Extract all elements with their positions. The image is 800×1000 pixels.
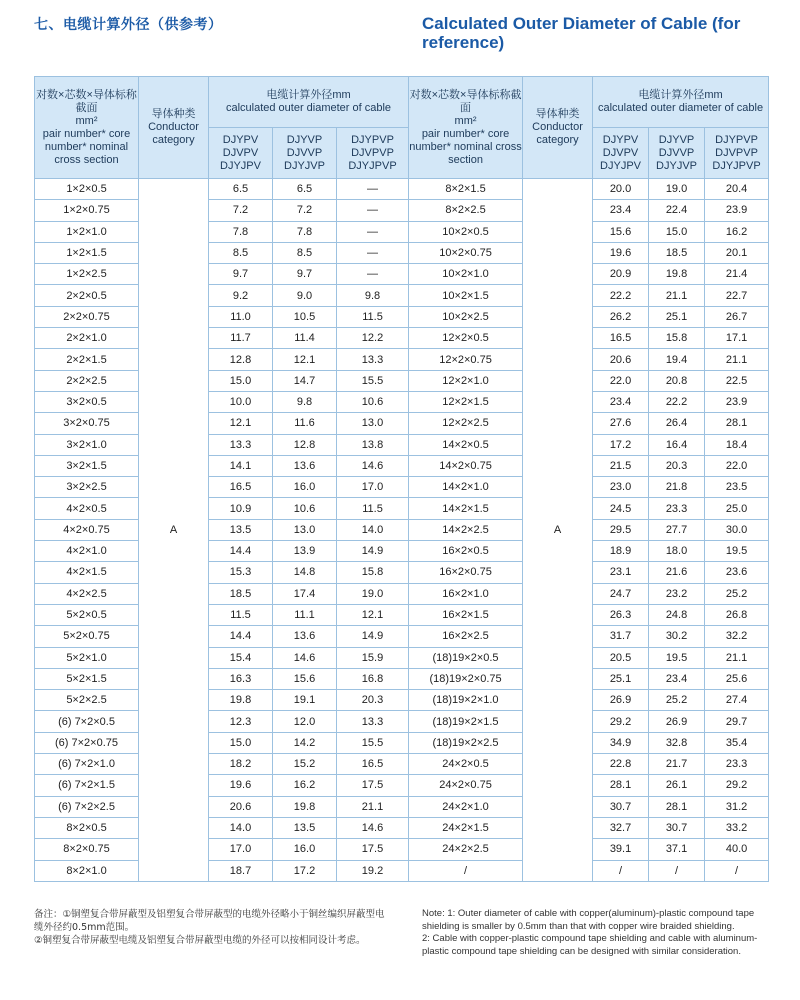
diameter-cell: 19.8 (649, 264, 705, 285)
diameter-cell: 17.5 (337, 839, 409, 860)
diameter-cell: 12.3 (209, 711, 273, 732)
diameter-cell: 18.5 (649, 242, 705, 263)
spec-cell: (18)19×2×1.0 (409, 690, 523, 711)
diameter-cell: 28.1 (649, 796, 705, 817)
diameter-cell: 14.6 (337, 455, 409, 476)
spec-cell: 10×2×2.5 (409, 306, 523, 327)
diameter-cell: 15.9 (337, 647, 409, 668)
header-model-3: DJYPVP DJVPVP DJYJPVP (337, 128, 409, 179)
spec-cell: 5×2×0.75 (35, 626, 139, 647)
diameter-cell: 13.3 (209, 434, 273, 455)
header-diameter-right: 电缆计算外径mm calculated outer diameter of cable (593, 77, 769, 128)
diameter-cell: 16.8 (337, 668, 409, 689)
conductor-category-cell: A (139, 179, 209, 882)
diameter-cell: 16.5 (209, 477, 273, 498)
spec-cell: 16×2×0.75 (409, 562, 523, 583)
diameter-cell: / (705, 860, 769, 881)
diameter-cell: — (337, 242, 409, 263)
diameter-cell: 12.0 (273, 711, 337, 732)
diameter-cell: 33.2 (705, 817, 769, 838)
diameter-cell: 29.5 (593, 519, 649, 540)
diameter-cell: 25.2 (649, 690, 705, 711)
diameter-table (34, 76, 769, 882)
diameter-cell: 23.6 (705, 562, 769, 583)
diameter-cell: 10.6 (337, 391, 409, 412)
diameter-cell: 18.2 (209, 754, 273, 775)
diameter-cell: 8.5 (273, 242, 337, 263)
diameter-cell: 35.4 (705, 732, 769, 753)
spec-cell: (18)19×2×0.5 (409, 647, 523, 668)
diameter-cell: 14.6 (273, 647, 337, 668)
diameter-cell: 25.1 (649, 306, 705, 327)
diameter-cell: 14.2 (273, 732, 337, 753)
diameter-cell: 21.1 (705, 647, 769, 668)
diameter-cell: 20.5 (593, 647, 649, 668)
diameter-cell: 13.3 (337, 711, 409, 732)
diameter-cell: 15.0 (209, 732, 273, 753)
diameter-cell: / (649, 860, 705, 881)
page-title-cn: 七、电缆计算外径（供参考） (34, 17, 223, 33)
diameter-cell: 20.6 (209, 796, 273, 817)
diameter-cell: 19.5 (649, 647, 705, 668)
diameter-cell: 30.7 (649, 817, 705, 838)
diameter-cell: 21.6 (649, 562, 705, 583)
spec-cell: 14×2×2.5 (409, 519, 523, 540)
diameter-cell: 16.5 (337, 754, 409, 775)
diameter-cell: 20.3 (337, 690, 409, 711)
spec-cell: 4×2×0.5 (35, 498, 139, 519)
diameter-cell: 26.9 (593, 690, 649, 711)
diameter-cell: 13.8 (337, 434, 409, 455)
header-model-2-right: DJYVP DJVVP DJYJVP (649, 128, 705, 179)
diameter-cell: 24.7 (593, 583, 649, 604)
diameter-cell: 19.6 (209, 775, 273, 796)
spec-cell: 4×2×2.5 (35, 583, 139, 604)
diameter-cell: 20.0 (593, 179, 649, 200)
diameter-cell: 7.2 (273, 200, 337, 221)
diameter-cell: 19.8 (209, 690, 273, 711)
diameter-cell: 25.2 (705, 583, 769, 604)
diameter-cell: 27.6 (593, 413, 649, 434)
spec-cell: 16×2×2.5 (409, 626, 523, 647)
header-model-2: DJYVP DJVVP DJYJVP (273, 128, 337, 179)
diameter-cell: 18.4 (705, 434, 769, 455)
diameter-cell: 11.5 (337, 498, 409, 519)
diameter-cell: 21.1 (337, 796, 409, 817)
spec-cell: 12×2×1.0 (409, 370, 523, 391)
diameter-cell: 26.9 (649, 711, 705, 732)
diameter-cell: 6.5 (273, 179, 337, 200)
diameter-cell: 7.8 (209, 221, 273, 242)
diameter-cell: 26.4 (649, 413, 705, 434)
diameter-cell: 12.1 (337, 604, 409, 625)
diameter-cell: 22.4 (649, 200, 705, 221)
spec-cell: 14×2×1.0 (409, 477, 523, 498)
diameter-cell: 13.9 (273, 541, 337, 562)
diameter-cell: 12.8 (209, 349, 273, 370)
diameter-cell: 23.4 (593, 391, 649, 412)
diameter-cell: 26.1 (649, 775, 705, 796)
spec-cell: 4×2×1.5 (35, 562, 139, 583)
diameter-cell: 9.0 (273, 285, 337, 306)
spec-cell: 12×2×0.75 (409, 349, 523, 370)
diameter-cell: 14.9 (337, 541, 409, 562)
diameter-cell: 28.1 (593, 775, 649, 796)
spec-cell: / (409, 860, 523, 881)
diameter-cell: 18.9 (593, 541, 649, 562)
diameter-cell: 31.7 (593, 626, 649, 647)
diameter-cell: 18.7 (209, 860, 273, 881)
diameter-cell: — (337, 221, 409, 242)
header-spec-left: 对数×芯数×导体标称截面 mm² pair number* core number* nominal cross section (35, 77, 139, 179)
note-cn-2: ②铜塑复合带屏蔽型电缆及铝塑复合带屏蔽型电缆的外径可以按相同设计考虑。 (34, 935, 366, 946)
diameter-cell: 13.5 (273, 817, 337, 838)
spec-cell: 5×2×1.0 (35, 647, 139, 668)
diameter-cell: 34.9 (593, 732, 649, 753)
spec-cell: 1×2×2.5 (35, 264, 139, 285)
diameter-cell: 11.5 (337, 306, 409, 327)
diameter-cell: 37.1 (649, 839, 705, 860)
diameter-cell: 15.5 (337, 732, 409, 753)
diameter-cell: 17.2 (273, 860, 337, 881)
spec-cell: 2×2×1.5 (35, 349, 139, 370)
header-conductor-right: 导体种类 Conductor category (523, 77, 593, 179)
diameter-cell: 15.6 (593, 221, 649, 242)
diameter-cell: 16.3 (209, 668, 273, 689)
diameter-cell: 30.7 (593, 796, 649, 817)
diameter-cell: 27.4 (705, 690, 769, 711)
conductor-category-cell: A (523, 179, 593, 882)
diameter-cell: 19.0 (337, 583, 409, 604)
diameter-cell: 19.2 (337, 860, 409, 881)
diameter-cell: — (337, 200, 409, 221)
spec-cell: 5×2×0.5 (35, 604, 139, 625)
diameter-cell: 22.0 (593, 370, 649, 391)
spec-cell: 14×2×1.5 (409, 498, 523, 519)
diameter-cell: 19.5 (705, 541, 769, 562)
table-row (35, 179, 769, 200)
diameter-cell: 26.7 (705, 306, 769, 327)
diameter-cell: 15.6 (273, 668, 337, 689)
spec-cell: 14×2×0.5 (409, 434, 523, 455)
diameter-cell: 32.2 (705, 626, 769, 647)
spec-cell: 2×2×0.75 (35, 306, 139, 327)
diameter-cell: 22.5 (705, 370, 769, 391)
spec-cell: 10×2×0.75 (409, 242, 523, 263)
note-cn-1: 备注：①铜塑复合带屏蔽型及铝塑复合带屏蔽型的电缆外径略小于铜丝编织屏蔽型电缆外径约0.5mm范围。 (34, 909, 385, 933)
diameter-cell: 11.7 (209, 328, 273, 349)
diameter-cell: 16.0 (273, 839, 337, 860)
diameter-cell: 11.6 (273, 413, 337, 434)
spec-cell: (18)19×2×0.75 (409, 668, 523, 689)
diameter-cell: 27.7 (649, 519, 705, 540)
diameter-cell: 17.1 (705, 328, 769, 349)
diameter-cell: 23.0 (593, 477, 649, 498)
diameter-cell: 11.4 (273, 328, 337, 349)
diameter-cell: 15.3 (209, 562, 273, 583)
spec-cell: 10×2×1.5 (409, 285, 523, 306)
spec-cell: 3×2×1.5 (35, 455, 139, 476)
diameter-cell: 17.0 (337, 477, 409, 498)
header-model-1-right: DJYPV DJVPV DJYJPV (593, 128, 649, 179)
diameter-cell: 20.8 (649, 370, 705, 391)
diameter-cell: 32.8 (649, 732, 705, 753)
diameter-cell: 10.9 (209, 498, 273, 519)
diameter-cell: 25.6 (705, 668, 769, 689)
spec-cell: 2×2×0.5 (35, 285, 139, 306)
diameter-cell: 10.0 (209, 391, 273, 412)
spec-cell: 4×2×1.0 (35, 541, 139, 562)
diameter-cell: 18.5 (209, 583, 273, 604)
spec-cell: 14×2×0.75 (409, 455, 523, 476)
diameter-cell: 23.5 (705, 477, 769, 498)
diameter-cell: 23.4 (649, 668, 705, 689)
spec-cell: 4×2×0.75 (35, 519, 139, 540)
diameter-cell: 12.1 (273, 349, 337, 370)
diameter-cell: 23.9 (705, 391, 769, 412)
diameter-cell: 12.8 (273, 434, 337, 455)
diameter-cell: 16.2 (705, 221, 769, 242)
spec-cell: (6) 7×2×1.5 (35, 775, 139, 796)
diameter-cell: 11.5 (209, 604, 273, 625)
diameter-cell: 6.5 (209, 179, 273, 200)
diameter-cell: 9.7 (209, 264, 273, 285)
diameter-cell: 26.2 (593, 306, 649, 327)
diameter-cell: 22.7 (705, 285, 769, 306)
spec-cell: 8×2×0.5 (35, 817, 139, 838)
diameter-cell: 13.5 (209, 519, 273, 540)
diameter-cell: 10.5 (273, 306, 337, 327)
diameter-cell: 29.2 (705, 775, 769, 796)
spec-cell: 24×2×1.0 (409, 796, 523, 817)
diameter-cell: 21.8 (649, 477, 705, 498)
diameter-cell: 17.2 (593, 434, 649, 455)
diameter-cell: 18.0 (649, 541, 705, 562)
diameter-cell: 14.6 (337, 817, 409, 838)
diameter-cell: 22.2 (649, 391, 705, 412)
diameter-cell: 9.2 (209, 285, 273, 306)
diameter-cell: 7.8 (273, 221, 337, 242)
spec-cell: 1×2×0.5 (35, 179, 139, 200)
diameter-cell: 25.1 (593, 668, 649, 689)
spec-cell: (6) 7×2×2.5 (35, 796, 139, 817)
spec-cell: 8×2×2.5 (409, 200, 523, 221)
spec-cell: 24×2×0.75 (409, 775, 523, 796)
spec-cell: 5×2×1.5 (35, 668, 139, 689)
diameter-cell: 14.0 (209, 817, 273, 838)
diameter-cell: 15.8 (649, 328, 705, 349)
diameter-cell: 19.0 (649, 179, 705, 200)
diameter-cell: 16.0 (273, 477, 337, 498)
header-model-1: DJYPV DJVPV DJYJPV (209, 128, 273, 179)
diameter-cell: 19.1 (273, 690, 337, 711)
diameter-cell: 14.4 (209, 541, 273, 562)
diameter-cell: 26.8 (705, 604, 769, 625)
diameter-cell: 30.0 (705, 519, 769, 540)
diameter-cell: 19.6 (593, 242, 649, 263)
diameter-cell: 19.8 (273, 796, 337, 817)
spec-cell: 8×2×0.75 (35, 839, 139, 860)
diameter-cell: 22.8 (593, 754, 649, 775)
diameter-cell: 20.9 (593, 264, 649, 285)
diameter-cell: 14.0 (337, 519, 409, 540)
spec-cell: 10×2×1.0 (409, 264, 523, 285)
header-diameter-left: 电缆计算外径mm calculated outer diameter of cable (209, 77, 409, 128)
diameter-cell: 21.4 (705, 264, 769, 285)
diameter-cell: 15.4 (209, 647, 273, 668)
header-spec-right: 对数×芯数×导体标称截面 mm² pair number* core number* nominal cross section (409, 77, 523, 179)
spec-cell: 2×2×1.0 (35, 328, 139, 349)
diameter-cell: 40.0 (705, 839, 769, 860)
spec-cell: 5×2×2.5 (35, 690, 139, 711)
spec-cell: 8×2×1.5 (409, 179, 523, 200)
diameter-cell: 31.2 (705, 796, 769, 817)
diameter-cell: 16.2 (273, 775, 337, 796)
spec-cell: 16×2×1.5 (409, 604, 523, 625)
diameter-cell: 39.1 (593, 839, 649, 860)
diameter-cell: 22.2 (593, 285, 649, 306)
diameter-cell: 11.0 (209, 306, 273, 327)
diameter-cell: 14.7 (273, 370, 337, 391)
spec-cell: 3×2×2.5 (35, 477, 139, 498)
spec-cell: 24×2×2.5 (409, 839, 523, 860)
diameter-cell: 28.1 (705, 413, 769, 434)
note-en-1: Note: 1: Outer diameter of cable with copper(aluminum)-plastic compound tape shielding is smaller by 0.5mm than that with copper wire braided shielding. (422, 908, 755, 932)
diameter-cell: 23.4 (593, 200, 649, 221)
spec-cell: 3×2×1.0 (35, 434, 139, 455)
spec-cell: 1×2×1.0 (35, 221, 139, 242)
diameter-cell: 24.5 (593, 498, 649, 519)
spec-cell: 1×2×1.5 (35, 242, 139, 263)
diameter-cell: 17.0 (209, 839, 273, 860)
diameter-cell: 9.8 (337, 285, 409, 306)
diameter-cell: 16.4 (649, 434, 705, 455)
diameter-cell: 13.0 (273, 519, 337, 540)
header-conductor-left: 导体种类 Conductor category (139, 77, 209, 179)
diameter-cell: 19.4 (649, 349, 705, 370)
diameter-cell: 23.3 (705, 754, 769, 775)
diameter-cell: 21.7 (649, 754, 705, 775)
spec-cell: (6) 7×2×1.0 (35, 754, 139, 775)
spec-cell: 10×2×0.5 (409, 221, 523, 242)
spec-cell: 1×2×0.75 (35, 200, 139, 221)
diameter-cell: 15.8 (337, 562, 409, 583)
diameter-cell: 15.0 (649, 221, 705, 242)
header-model-3-right: DJYPVP DJVPVP DJYJPVP (705, 128, 769, 179)
diameter-cell: 20.4 (705, 179, 769, 200)
diameter-cell: 23.9 (705, 200, 769, 221)
notes-cn (34, 908, 394, 947)
spec-cell: (6) 7×2×0.75 (35, 732, 139, 753)
diameter-cell: — (337, 264, 409, 285)
spec-cell: 24×2×1.5 (409, 817, 523, 838)
spec-cell: 16×2×1.0 (409, 583, 523, 604)
diameter-cell: 25.0 (705, 498, 769, 519)
diameter-cell: 29.7 (705, 711, 769, 732)
diameter-cell: 32.7 (593, 817, 649, 838)
spec-cell: (18)19×2×1.5 (409, 711, 523, 732)
diameter-cell: 11.1 (273, 604, 337, 625)
diameter-cell: 15.2 (273, 754, 337, 775)
diameter-cell: 23.1 (593, 562, 649, 583)
diameter-cell: 26.3 (593, 604, 649, 625)
diameter-cell: 15.0 (209, 370, 273, 391)
diameter-cell: 14.9 (337, 626, 409, 647)
diameter-cell: 13.6 (273, 455, 337, 476)
diameter-cell: 23.2 (649, 583, 705, 604)
spec-cell: 2×2×2.5 (35, 370, 139, 391)
spec-cell: 12×2×2.5 (409, 413, 523, 434)
diameter-cell: 20.3 (649, 455, 705, 476)
diameter-cell: 10.6 (273, 498, 337, 519)
spec-cell: 16×2×0.5 (409, 541, 523, 562)
diameter-cell: 17.4 (273, 583, 337, 604)
diameter-cell: 14.4 (209, 626, 273, 647)
diameter-cell: 14.1 (209, 455, 273, 476)
diameter-cell: 22.0 (705, 455, 769, 476)
diameter-cell: 9.8 (273, 391, 337, 412)
diameter-cell: 7.2 (209, 200, 273, 221)
table-body (35, 179, 769, 882)
spec-cell: 8×2×1.0 (35, 860, 139, 881)
diameter-cell: 8.5 (209, 242, 273, 263)
diameter-cell: 13.3 (337, 349, 409, 370)
spec-cell: 3×2×0.5 (35, 391, 139, 412)
diameter-cell: 9.7 (273, 264, 337, 285)
diameter-cell: 12.1 (209, 413, 273, 434)
diameter-cell: 13.0 (337, 413, 409, 434)
spec-cell: 24×2×0.5 (409, 754, 523, 775)
spec-cell: 12×2×0.5 (409, 328, 523, 349)
diameter-cell: 21.1 (649, 285, 705, 306)
diameter-cell: 13.6 (273, 626, 337, 647)
spec-cell: 3×2×0.75 (35, 413, 139, 434)
page-title-en: Calculated Outer Diameter of Cable (for reference) (422, 14, 741, 52)
spec-cell: 12×2×1.5 (409, 391, 523, 412)
diameter-cell: 21.1 (705, 349, 769, 370)
diameter-cell: 24.8 (649, 604, 705, 625)
diameter-cell: 21.5 (593, 455, 649, 476)
spec-cell: (18)19×2×2.5 (409, 732, 523, 753)
diameter-cell: 14.8 (273, 562, 337, 583)
note-en-2: 2: Cable with copper-plastic compound tape shielding and cable with aluminum-plastic compound tape shielding can be designed with similar consideration. (422, 933, 758, 957)
diameter-cell: 16.5 (593, 328, 649, 349)
diameter-cell: 29.2 (593, 711, 649, 732)
diameter-cell: 12.2 (337, 328, 409, 349)
diameter-cell: 20.1 (705, 242, 769, 263)
spec-cell: (6) 7×2×0.5 (35, 711, 139, 732)
diameter-cell: 17.5 (337, 775, 409, 796)
diameter-cell: 20.6 (593, 349, 649, 370)
diameter-cell: 15.5 (337, 370, 409, 391)
diameter-cell: 23.3 (649, 498, 705, 519)
diameter-cell: 30.2 (649, 626, 705, 647)
diameter-cell: / (593, 860, 649, 881)
notes-en (422, 908, 772, 958)
diameter-cell: — (337, 179, 409, 200)
